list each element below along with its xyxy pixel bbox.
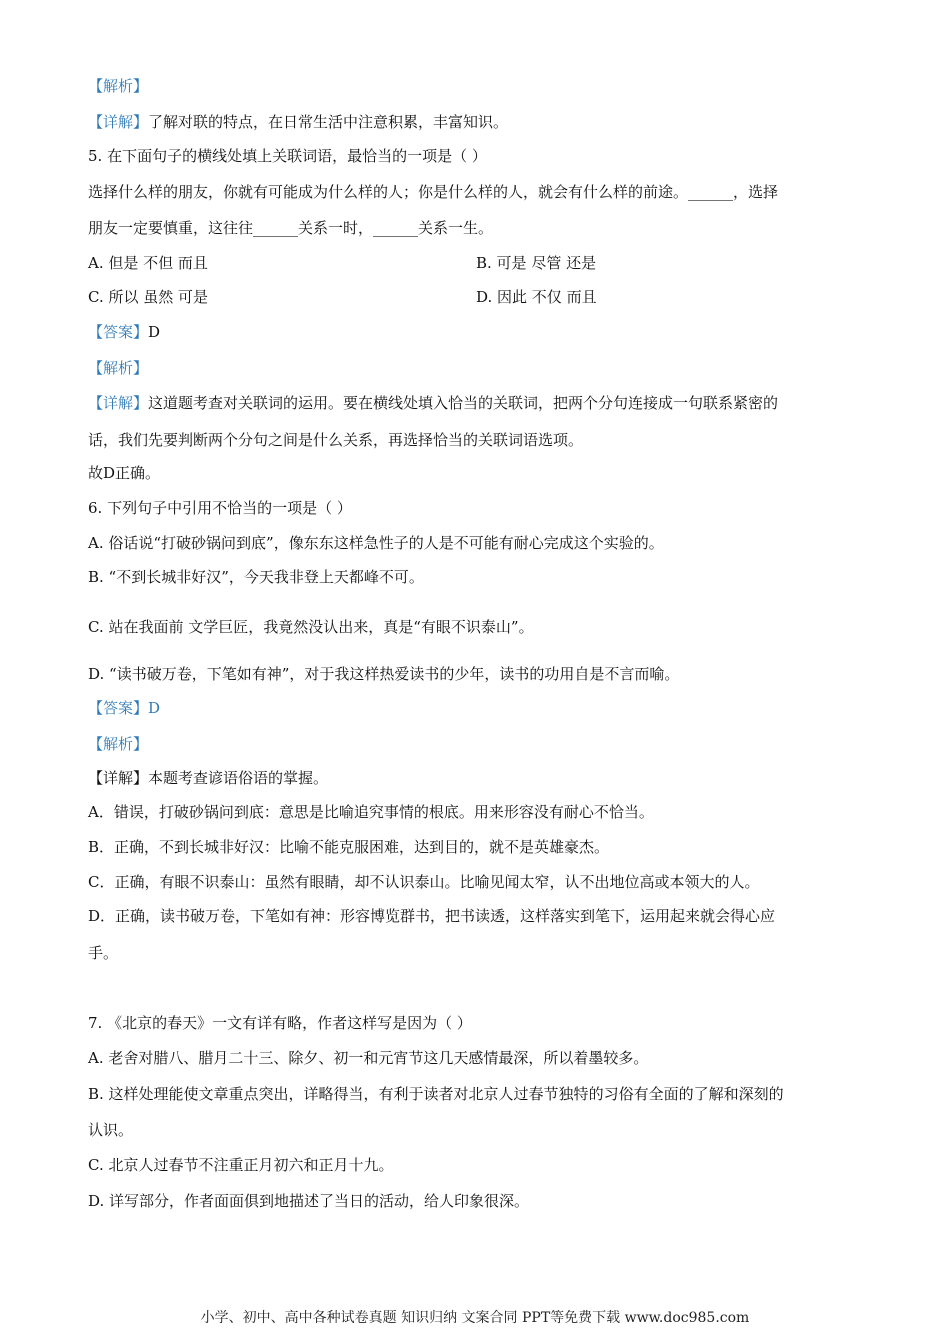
detail-label: 【详解】 — [88, 769, 149, 787]
analysis-label: 【解析】 — [88, 77, 149, 95]
q6-detail-intro — [88, 768, 328, 788]
detail-text: 本题考查谚语俗语的掌握。 — [148, 769, 329, 787]
q7-option-d: D. 详写部分，作者面面俱到地描述了当日的活动，给人印象很深。 — [88, 1192, 530, 1210]
q5-stem: 5. 在下面句子的横线处填上关联词语，最恰当的一项是（ ） — [88, 147, 487, 165]
q7-option-a: A. 老舍对腊八、腊月二十三、除夕、初一和元宵节这几天感情最深，所以着墨较多。 — [88, 1049, 649, 1067]
q7-option-b-line1: B. 这样处理能使文章重点突出，详略得当，有利于读者对北京人过春节独特的习俗有全面的了解和深刻的 — [88, 1085, 784, 1103]
detail-label: 【详解】 — [88, 394, 149, 412]
q6-option-c: C. 站在我面前 文学巨匠，我竟然没认出来，真是“有眼不识泰山”。 — [88, 618, 534, 636]
q6-detail-d-line2: 手。 — [88, 944, 119, 962]
q6-detail-d-line1: D．正确，读书破万卷，下笔如有神：形容博览群书，把书读透，这样落实到笔下，运用起来就会得心应 — [88, 907, 776, 925]
q5-analysis-label: 【解析】 — [88, 359, 149, 377]
page-footer: 小学、初中、高中各种试卷真题 知识归纳 文案合同 PPT等免费下载 www.doc985.com — [200, 1310, 750, 1326]
q5-option-b: B. 可是 尽管 还是 — [476, 254, 597, 272]
answer-label: 【答案】 — [88, 323, 149, 341]
q6-detail-c: C．正确，有眼不识泰山：虽然有眼睛，却不认识泰山。比喻见闻太窄，认不出地位高或本领大的人。 — [88, 873, 760, 891]
q5-option-a: A. 但是 不但 而且 — [88, 254, 208, 272]
q6-detail-b: B．正确，不到长城非好汉：比喻不能克服困难，达到目的，就不是英雄豪杰。 — [88, 838, 610, 856]
q6-option-a: A. 俗话说“打破砂锅问到底”，像东东这样急性子的人是不可能有耐心完成这个实验的。 — [88, 534, 664, 552]
q5-answer — [88, 322, 160, 342]
q5-option-d: D. 因此 不仅 而且 — [476, 288, 597, 306]
q5-passage-line2: 朋友一定要慎重，这往往______关系一时，______关系一生。 — [88, 219, 494, 237]
q5-detail-line1 — [88, 393, 778, 413]
q7-stem: 7. 《北京的春天》一文有详有略，作者这样写是因为（ ） — [88, 1014, 472, 1032]
q6-analysis-label: 【解析】 — [88, 735, 149, 753]
detail-text: 了解对联的特点，在日常生活中注意积累，丰富知识。 — [148, 113, 509, 131]
detail-text: 这道题考查对关联词的运用。要在横线处填入恰当的关联词，把两个分句连接成一句联系紧密的 — [148, 394, 779, 412]
q6-option-b: B. “不到长城非好汉”，今天我非登上天都峰不可。 — [88, 568, 424, 586]
q5-passage-line1: 选择什么样的朋友，你就有可能成为什么样的人；你是什么样的人，就会有什么样的前途。______，选择 — [88, 183, 779, 201]
q6-option-d: D. “读书破万卷，下笔如有神”，对于我这样热爱读书的少年，读书的功用自是不言而喻。 — [88, 665, 680, 683]
detail-paragraph — [88, 112, 508, 132]
detail-label: 【详解】 — [88, 113, 149, 131]
answer-label: 【答案】 — [88, 699, 149, 717]
q7-option-b-line2: 认识。 — [88, 1121, 134, 1139]
q5-detail-line2: 话，我们先要判断两个分句之间是什么关系，再选择恰当的关联词语选项。 — [88, 431, 584, 449]
answer-value: D — [148, 699, 161, 717]
q6-detail-a: A．错误，打破砂锅问到底：意思是比喻追究事情的根底。用来形容没有耐心不恰当。 — [88, 803, 654, 821]
q7-option-c: C. 北京人过春节不注重正月初六和正月十九。 — [88, 1156, 394, 1174]
q6-stem: 6. 下列句子中引用不恰当的一项是（ ） — [88, 499, 352, 517]
q6-answer — [88, 698, 160, 718]
q5-detail-line3: 故D正确。 — [88, 464, 161, 482]
answer-value: D — [148, 323, 161, 341]
q5-option-c: C. 所以 虽然 可是 — [88, 288, 209, 306]
